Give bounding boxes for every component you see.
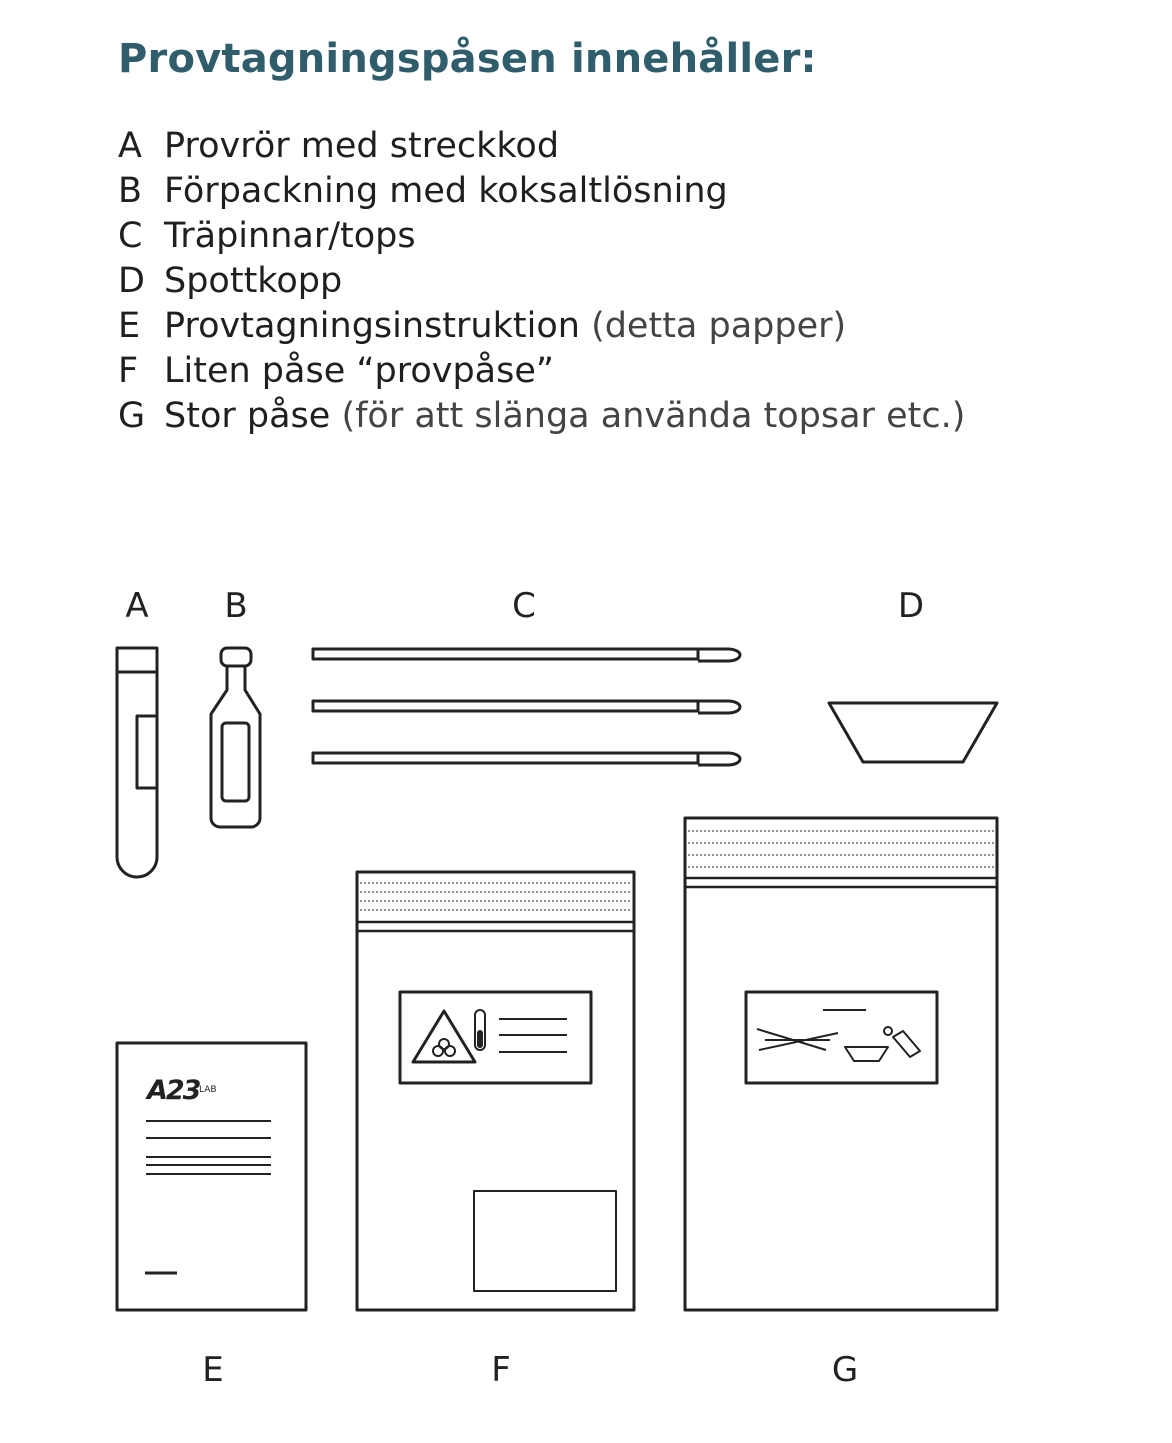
item-letter: G (118, 396, 146, 436)
saline-vial-icon (211, 648, 260, 827)
item-letter: E (118, 306, 141, 346)
item-text: Förpackning med koksaltlösning (164, 171, 728, 211)
label-c: C (512, 586, 536, 626)
large-bag-icon (685, 818, 997, 1310)
swab-icon (313, 701, 740, 713)
item-note: (detta papper) (591, 306, 847, 346)
item-text: Provrör med streckkod (164, 126, 560, 166)
label-g: G (831, 1350, 859, 1390)
item-text: Spottkopp (164, 261, 343, 301)
swab-icon (313, 649, 740, 661)
item-letter: B (118, 171, 143, 211)
small-bag-icon (357, 872, 634, 1310)
item-letter: F (118, 351, 139, 391)
item-text: Träpinnar/tops (164, 216, 416, 256)
label-d: D (897, 586, 925, 626)
swab-icon (313, 753, 740, 765)
logo-text: A23 (147, 1075, 200, 1106)
label-e: E (202, 1350, 224, 1390)
label-a: A (125, 586, 149, 626)
instruction-paper-icon (117, 1043, 306, 1310)
test-tube-icon (117, 648, 157, 877)
label-f: F (491, 1350, 511, 1390)
page-title: Provtagningspåsen innehåller: (118, 36, 817, 82)
item-text: Provtagningsinstruktion (164, 306, 580, 346)
item-text: Liten påse “provpåse” (164, 351, 555, 391)
label-b: B (224, 586, 248, 626)
biohazard-icon (413, 1011, 475, 1062)
logo-suffix: LAB (199, 1085, 217, 1095)
saline-vial-icon (884, 1027, 920, 1057)
item-text: Stor påse (164, 396, 331, 436)
item-note: (för att slänga använda topsar etc.) (341, 396, 966, 436)
item-letter: A (118, 126, 142, 166)
test-tube-icon (475, 1010, 485, 1050)
item-letter: C (118, 216, 143, 256)
spit-cup-icon (845, 1047, 888, 1061)
spit-cup-icon (829, 703, 997, 762)
swab-icon (757, 1029, 838, 1050)
item-letter: D (118, 261, 145, 301)
